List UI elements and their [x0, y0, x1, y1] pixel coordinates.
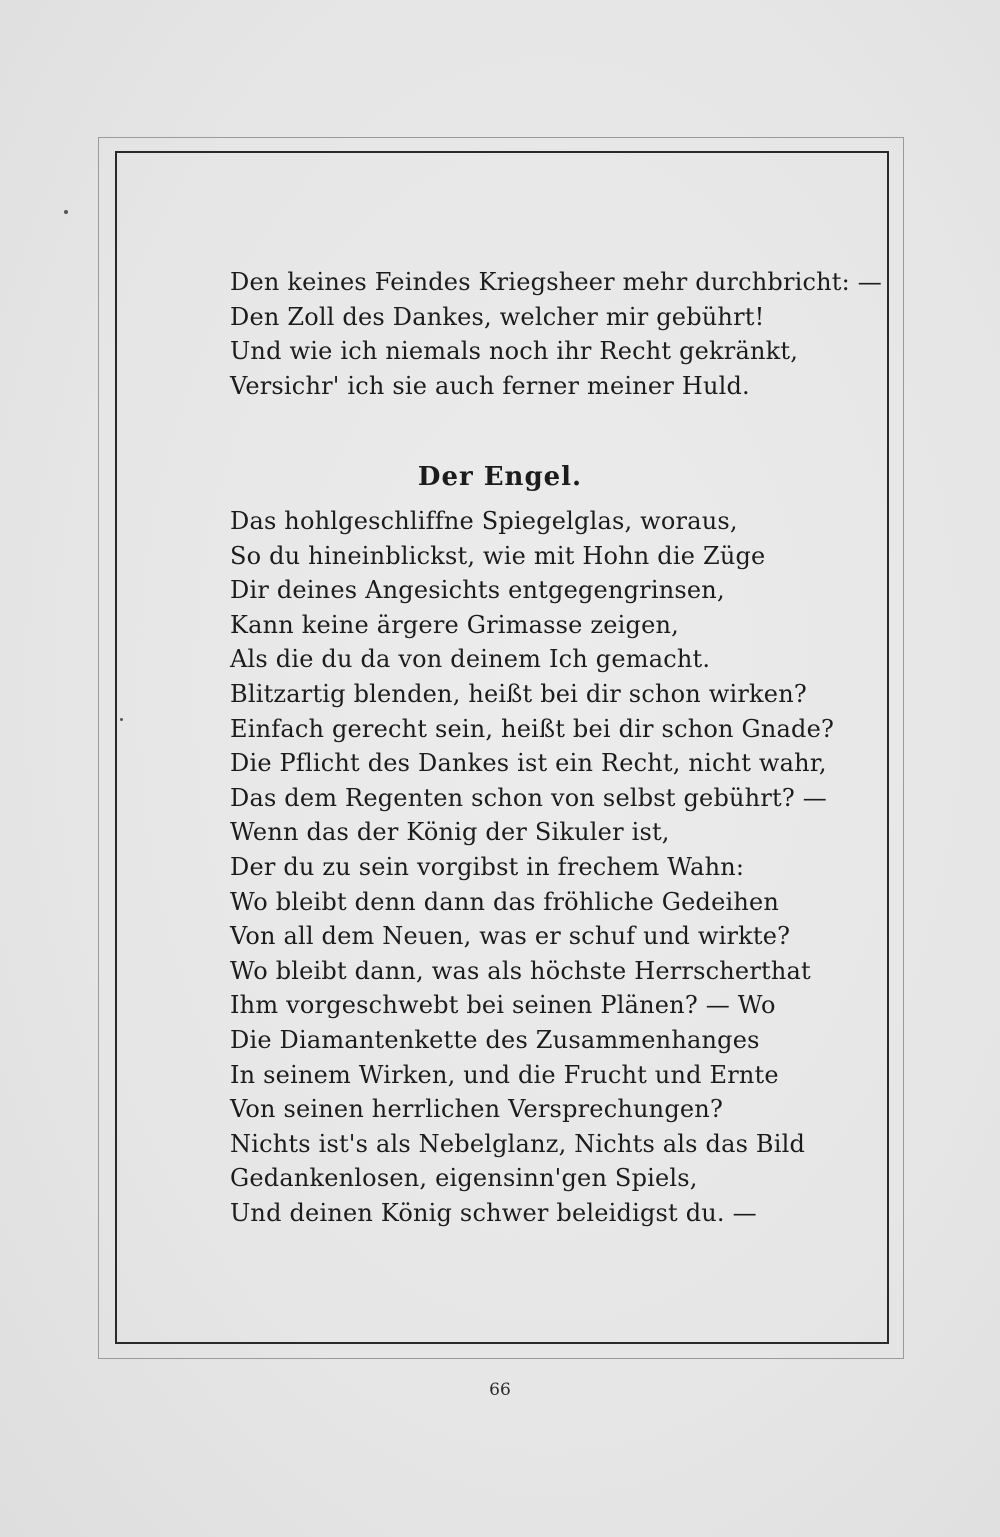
- verse-line: Den Zoll des Dankes, welcher mir gebührt!: [230, 302, 765, 331]
- verse-line: Der du zu sein vorgibst in frechem Wahn:: [230, 852, 745, 881]
- verse-line: Wo bleibt denn dann das fröhliche Gedeihen: [230, 887, 780, 916]
- verse-line: So du hineinblickst, wie mit Hohn die Züge: [230, 541, 766, 570]
- verse-line: Den keines Feindes Kriegsheer mehr durchbricht: —: [230, 268, 882, 296]
- verse-line: Nichts ist's als Nebelglanz, Nichts als das Bild: [230, 1129, 806, 1158]
- verse-line: Von seinen herrlichen Versprechungen?: [230, 1095, 724, 1124]
- paper-speck: [64, 210, 68, 214]
- verse-line: Wenn das der König der Sikuler ist,: [230, 818, 670, 847]
- poem-body: [230, 504, 835, 1230]
- verse-line: Dir deines Angesichts entgegengrinsen,: [230, 576, 725, 605]
- verse-line: Und wie ich niemals noch ihr Recht gekränkt,: [230, 337, 799, 366]
- paper-speck: [120, 718, 123, 721]
- verse-line: Einfach gerecht sein, heißt bei dir schon Gnade?: [230, 714, 835, 743]
- verse-line: Ihm vorgeschwebt bei seinen Plänen? — Wo: [230, 991, 776, 1020]
- verse-line: Die Diamantenkette des Zusammenhanges: [230, 1025, 760, 1054]
- verse-line: Versichr' ich sie auch ferner meiner Huld.: [230, 371, 750, 400]
- verse-line: Das hohlgeschliffne Spiegelglas, woraus,: [230, 507, 738, 535]
- verse-line: Von all dem Neuen, was er schuf und wirkte?: [230, 922, 791, 951]
- verse-line: Als die du da von deinem Ich gemacht.: [230, 645, 711, 674]
- verse-line: In seinem Wirken, und die Frucht und Ernte: [230, 1060, 779, 1089]
- verse-line: Kann keine ärgere Grimasse zeigen,: [230, 610, 679, 639]
- verse-line: Blitzartig blenden, heißt bei dir schon wirken?: [230, 679, 807, 708]
- verse-line: Wo bleibt dann, was als höchste Herrscherthat: [230, 956, 811, 985]
- verse-line: Und deinen König schwer beleidigst du. —: [230, 1198, 757, 1227]
- verse-line: Die Pflicht des Dankes ist ein Recht, nicht wahr,: [230, 749, 827, 778]
- previous-poem-ending: [230, 265, 882, 403]
- verse-line: Das dem Regenten schon von selbst gebührt? —: [230, 783, 827, 812]
- poem-title: Der Engel.: [417, 462, 583, 492]
- verse-line: Gedankenlosen, eigensinn'gen Spiels,: [230, 1164, 698, 1193]
- page-number: 66: [489, 1380, 511, 1400]
